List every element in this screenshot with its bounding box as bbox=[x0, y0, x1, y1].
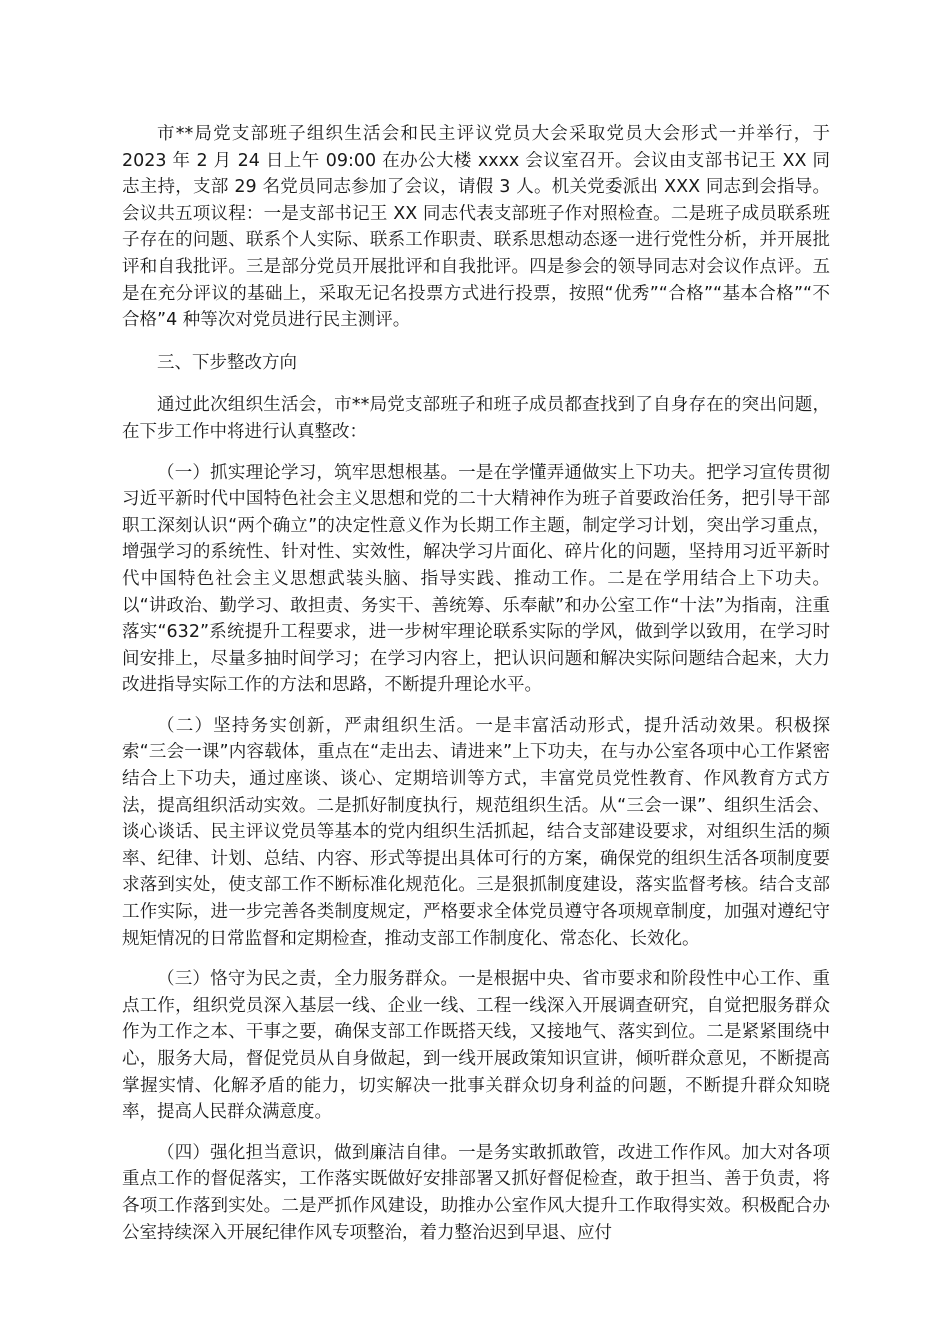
item-4-paragraph: （四）强化担当意识，做到廉洁自律。一是务实敢抓敢管，改进工作作风。加大对各项重点工作的督促落实，工作落实既做好安排部署又抓好督促检查，敢于担当、善于负责，将各项工作落到实处。二是严抓作风建设，助推办公室作风大提升工作取得实效。积极配合办公室持续深入开展纪律作风专项整治，着力整治迟到早退、应付 bbox=[122, 1142, 830, 1243]
item-3-paragraph: （三）恪守为民之责，全力服务群众。一是根据中央、省市要求和阶段性中心工作、重点工作，组织党员深入基层一线、企业一线、工程一线深入开展调查研究，自觉把服务群众作为工作之本、干事之要，确保支部工作既搭天线，又接地气、落实到位。二是紧紧围绕中心，服务大局，督促党员从自身做起，到一线开展政策知识宣讲，倾听群众意见，不断提高掌握实情、化解矛盾的能力，切实解决一批事关群众切身利益的问题，不断提升群众知晓率，提高人民群众满意度。 bbox=[122, 969, 830, 1123]
meeting-summary-paragraph: 市**局党支部班子组织生活会和民主评议党员大会采取党员大会形式一并举行，于 2023 年 2 月 24 日上午 09:00 在办公大楼 xxxx 会议室召开。会议由支部书记王 XX 同志主持，支部 29 名党员同志参加了会议，请假 3 人。机关党委派出 XXX 同志到会指导。会议共五项议程：一是支部书记王 XX 同志代表支部班子作对照检查。二是班子成员联系班子存在的问题、联系个人实际、联系工作职责、联系思想动态逐一进行党性分析，并开展批评和自我批评。三是部分党员开展批评和自我批评。四是参会的领导同志对会议作点评。五是在充分评议的基础上，采取无记名投票方式进行投票，按照“优秀”“合格”“基本合格”“不合格”4 种等次对党员进行民主测评。 bbox=[122, 124, 830, 331]
item-1-paragraph: （一）抓实理论学习，筑牢思想根基。一是在学懂弄通做实上下功夫。把学习宣传贯彻习近平新时代中国特色社会主义思想和党的二十大精神作为班子首要政治任务，把引导干部职工深刻认识“两个确立”的决定性意义作为长期工作主题，制定学习计划，突出学习重点，增强学习的系统性、针对性、实效性，解决学习片面化、碎片化的问题，坚持用习近平新时代中国特色社会主义思想武装头脑、指导实践、推动工作。二是在学用结合上下功夫。以“讲政治、勤学习、敢担责、务实干、善统筹、乐奉献”和办公室工作“十法”为指南，注重落实“632”系统提升工程要求，进一步树牢理论联系实际的学风，做到学以致用，在学习时间安排上，尽量多抽时间学习；在学习内容上，把认识问题和解决实际问题结合起来，大力改进指导实际工作的方法和思路，不断提升理论水平。 bbox=[122, 462, 830, 696]
section-heading: 三、下步整改方向 bbox=[157, 352, 297, 373]
intro-paragraph: 通过此次组织生活会，市**局党支部班子和班子成员都查找到了自身存在的突出问题，在下步工作中将进行认真整改： bbox=[122, 395, 830, 442]
item-2-paragraph: （二）坚持务实创新，严肃组织生活。一是丰富活动形式，提升活动效果。积极探索“三会一课”内容载体，重点在“走出去、请进来”上下功夫，在与办公室各项中心工作紧密结合上下功夫，通过座谈、谈心、定期培训等方式，丰富党员党性教育、作风教育方式方法，提高组织活动实效。二是抓好制度执行，规范组织生活。从“三会一课”、组织生活会、谈心谈话、民主评议党员等基本的党内组织生活抓起，结合支部建设要求，对组织生活的频率、纪律、计划、总结、内容、形式等提出具体可行的方案，确保党的组织生活各项制度要求落到实处，使支部工作不断标准化规范化。三是狠抓制度建设，落实监督考核。结合支部工作实际，进一步完善各类制度规定，严格要求全体党员遵守各项规章制度，加强对遵纪守规矩情况的日常监督和定期检查，推动支部工作制度化、常态化、长效化。 bbox=[122, 715, 830, 949]
document-body bbox=[122, 121, 830, 1246]
